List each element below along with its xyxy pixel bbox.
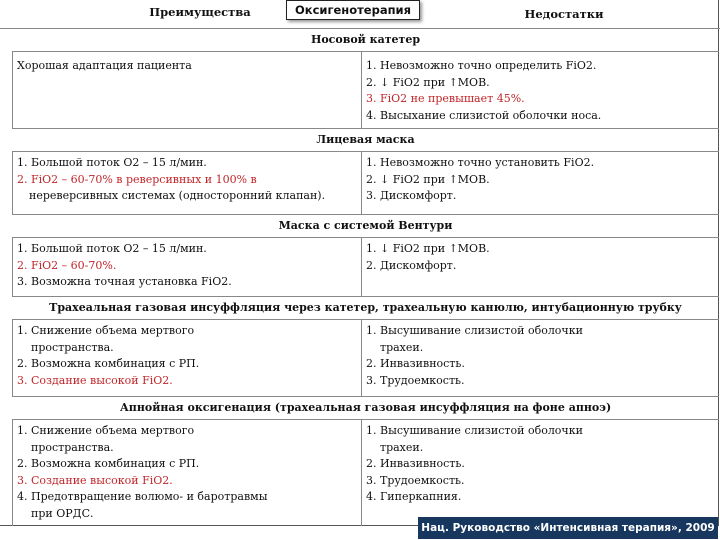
header-disadvantages: Недостатки bbox=[524, 7, 604, 21]
list-item: 1. Большой поток О2 – 15 л/мин. bbox=[17, 156, 207, 169]
list-item: 2. Возможна комбинация с РП. bbox=[17, 457, 200, 471]
list-item: 2. Инвазивность. bbox=[366, 457, 465, 471]
list-item: при ОРДС. bbox=[31, 506, 94, 520]
list-item: 2. Возможна комбинация с РП. bbox=[17, 357, 200, 371]
section-title-apneic-oxygenation: Апнойная оксигенация (трахеальная газовая инсуффляция на фоне апноэ) bbox=[12, 396, 719, 420]
list-item: 2. FiO2 – 60-70% в реверсивных и 100% в bbox=[17, 172, 257, 186]
list-item: 2. ↓ FiO2 при ↑МОВ. bbox=[366, 172, 490, 186]
list-item: 1. ↓ FiO2 при ↑МОВ. bbox=[366, 242, 490, 255]
list-item: нереверсивных системах (односторонний клапан). bbox=[29, 189, 326, 203]
list-item: трахеи. bbox=[380, 340, 424, 354]
list-item: Хорошая адаптация пациента bbox=[17, 59, 192, 72]
header-advantages: Преимущества bbox=[149, 5, 251, 19]
section-nasal-catheter bbox=[12, 52, 719, 128]
slide-title: Оксигенотерапия bbox=[286, 0, 420, 20]
list-item: 1. Высушивание слизистой оболочки bbox=[366, 424, 583, 437]
list-item: 4. Предотвращение волюмо- и баротравмы bbox=[17, 490, 268, 504]
section-apneic-oxygenation bbox=[12, 420, 719, 526]
source-citation: Нац. Руководство «Интенсивная терапия», 2009 bbox=[418, 517, 718, 539]
list-item: 1. Невозможно точно установить FiO2. bbox=[366, 156, 595, 169]
list-item: пространства. bbox=[31, 440, 114, 454]
list-item: 3. Создание высокой FiO2. bbox=[17, 473, 173, 487]
section-title-nasal-catheter: Носовой катетер bbox=[12, 28, 719, 52]
list-item: 2. Дискомфорт. bbox=[366, 258, 457, 272]
section-title-venturi-mask: Маска с системой Вентури bbox=[12, 214, 719, 238]
list-item: 3. Создание высокой FiO2. bbox=[17, 373, 173, 387]
list-item: 1. Снижение объема мертвого bbox=[17, 424, 195, 437]
list-item: 2. ↓ FiO2 при ↑МОВ. bbox=[366, 75, 490, 89]
list-item: 3. Трудоемкость. bbox=[366, 373, 465, 387]
section-venturi-mask bbox=[12, 238, 719, 296]
column-divider bbox=[361, 420, 362, 526]
section-tracheal-insufflation bbox=[12, 320, 719, 396]
list-item: 2. FiO2 – 60-70%. bbox=[17, 258, 117, 272]
section-title-tracheal-insufflation: Трахеальная газовая инсуффляция через катетер, трахеальную канюлю, интубационную трубку bbox=[12, 296, 719, 320]
list-item: 1. Большой поток О2 – 15 л/мин. bbox=[17, 242, 207, 255]
list-item: 1. Высушивание слизистой оболочки bbox=[366, 324, 583, 337]
list-item: 4. Гиперкапния. bbox=[366, 490, 462, 504]
list-item: пространства. bbox=[31, 340, 114, 354]
list-item: трахеи. bbox=[380, 440, 424, 454]
list-item: 3. Дискомфорт. bbox=[366, 189, 457, 203]
section-face-mask bbox=[12, 152, 719, 214]
column-divider bbox=[361, 152, 362, 214]
list-item: 1. Невозможно точно определить FiO2. bbox=[366, 59, 597, 72]
list-item: 4. Высыхание слизистой оболочки носа. bbox=[366, 108, 602, 122]
column-divider bbox=[361, 320, 362, 396]
section-title-face-mask: Лицевая маска bbox=[12, 128, 719, 152]
list-item: 2. Инвазивность. bbox=[366, 357, 465, 371]
column-divider bbox=[361, 52, 362, 128]
list-item: 1. Снижение объема мертвого bbox=[17, 324, 195, 337]
list-item: 3. Возможна точная установка FiO2. bbox=[17, 275, 232, 289]
column-divider bbox=[361, 238, 362, 296]
list-item: 3. FiO2 не превышает 45%. bbox=[366, 92, 525, 106]
list-item: 3. Трудоемкость. bbox=[366, 473, 465, 487]
